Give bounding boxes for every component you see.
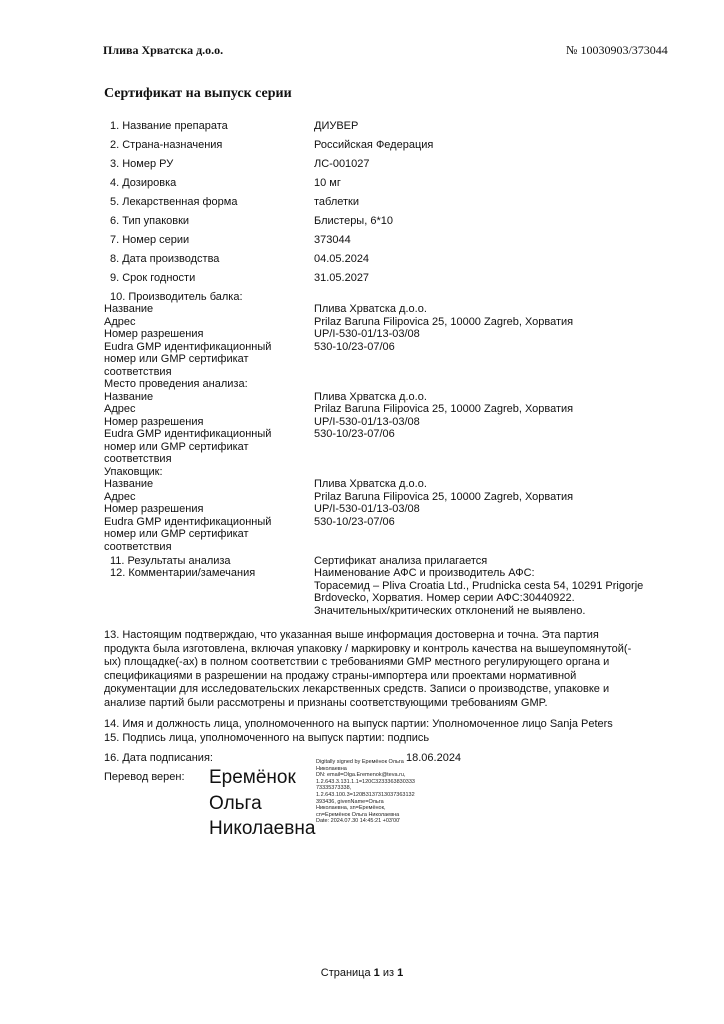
item-value: таблетки	[314, 196, 360, 208]
signing-date-label: 16. Дата подписания:	[104, 752, 213, 764]
item-value: Блистеры, 6*10	[314, 215, 393, 227]
field-value: Плива Хрватска д.о.о.	[314, 478, 427, 490]
digital-signature-line: Николаевна, sn=Ерем​ёнок,	[316, 805, 386, 812]
field-value: UP/I-530-01/13-03/08	[314, 416, 420, 428]
field-value: UP/I-530-01/13-03/08	[314, 328, 420, 340]
field-label: Eudra GMP идентификационный	[104, 516, 272, 528]
analysis-site-heading: Место проведения анализа:	[104, 378, 248, 390]
digital-signature-line: Николаевна	[316, 765, 347, 772]
field-value: Плива Хрватска д.о.о.	[314, 391, 427, 403]
translation-label: Перевод верен:	[104, 771, 185, 783]
field-label: Номер разрешения	[104, 503, 204, 515]
item-label: 3. Номер РУ	[110, 158, 174, 170]
digital-signature-block	[316, 759, 415, 825]
packager-heading: Упаковщик:	[104, 466, 163, 478]
comments-line: Значительных/критических отклонений не выявлено.	[314, 605, 586, 617]
item-label: 4. Дозировка	[110, 177, 177, 189]
field-value: 530-10/23-07/06	[314, 516, 395, 528]
results-label: 11. Результаты анализа	[110, 555, 231, 567]
item-value: Российская Федерация	[314, 139, 434, 151]
signature-line: 15. Подпись лица, уполномоченного на выпуск партии: подпись	[104, 732, 430, 744]
field-label: номер или GMP сертификат	[104, 353, 249, 365]
footer-prefix: Страница	[320, 967, 374, 979]
item-value: 10 мг	[314, 177, 341, 189]
comments-line: Торасемид – Pliva Croatia Ltd., Prudnicka cesta 54, 10291 Prigorje	[314, 580, 644, 592]
digital-signature-line: DN: email=Olga.Eremenok@teva.ru,	[316, 772, 406, 779]
current-page: 1	[373, 967, 380, 979]
digital-signature-line: 1.2.643.100.3=120B3137313037363132	[316, 791, 415, 798]
field-value: Prilaz Baruna Filipovica 25, 10000 Zagreb, Хорватия	[314, 403, 574, 415]
item-label: 9. Срок годности	[110, 272, 196, 284]
field-value: UP/I-530-01/13-03/08	[314, 503, 420, 515]
field-label: соответствия	[104, 453, 172, 465]
item-value: 31.05.2027	[314, 272, 370, 284]
signer-first-name: Ольга	[209, 793, 262, 814]
signer-patronymic: Николаевна	[209, 818, 316, 839]
digital-signature-line: 393436, givenName=Ольга	[316, 798, 384, 805]
digital-signature-line: Date: 2024.07.30 14:45:21 +03'00'	[316, 818, 401, 825]
item-label: 8. Дата производства	[110, 253, 220, 265]
field-label: соответствия	[104, 541, 172, 553]
item-value: ДИУВЕР	[314, 120, 359, 132]
statement-paragraph: 13. Настоящим подтверждаю, что указанная выше информация достоверна и точна. Эта партия продукта была изготовлена, включая упаковку / маркировку и контроль качества на вышеупомянутой(-ых) площадке(-ах) в полном соответствии с требованиями GMP местного регулирующего органа и спецификациями в разрешении на продажу страны-импортера или проектами нормативной документации для исследовательских лекарственных средств. Записи о производстве, упаковке и анализе партий были рассмотрены и признаны соответствующими требованиям GMP.	[104, 629, 632, 709]
field-value: Prilaz Baruna Filipovica 25, 10000 Zagreb, Хорватия	[314, 316, 574, 328]
footer-middle: из	[379, 967, 398, 979]
comments-line: Наименование АФС и производитель АФС:	[314, 567, 535, 579]
field-label: Название	[104, 478, 154, 490]
comments-label: 12. Комментарии/замечания	[110, 567, 256, 579]
field-value: Prilaz Baruna Filipovica 25, 10000 Zagreb, Хорватия	[314, 491, 574, 503]
digital-signature-line: 73335373338,	[316, 785, 352, 792]
digital-signature-line: cn=Ерем​ёнок Ольга Николаевна	[316, 811, 400, 818]
manufacturer-heading: 10. Производитель балка:	[110, 291, 243, 303]
field-label: Eudra GMP идентификационный	[104, 428, 272, 440]
company-name: Плива Хрватска д.о.о.	[103, 43, 224, 57]
field-value: 530-10/23-07/06	[314, 428, 395, 440]
signer-surname: Ерем​ёнок	[209, 767, 296, 788]
field-label: Название	[104, 303, 154, 315]
field-label: Адрес	[104, 403, 136, 415]
field-label: Название	[104, 391, 154, 403]
signing-date-value: 18.06.2024	[406, 752, 462, 764]
item-label: 7. Номер серии	[110, 234, 190, 246]
item-value: ЛС-001027	[314, 158, 370, 170]
item-value: 373044	[314, 234, 351, 246]
field-label: Номер разрешения	[104, 416, 204, 428]
authorized-person: 14. Имя и должность лица, уполномоченного на выпуск партии: Уполномоченное лицо Sanja Peters	[104, 718, 613, 730]
field-label: Адрес	[104, 491, 136, 503]
item-value: 04.05.2024	[314, 253, 370, 265]
item-label: 2. Страна-назначения	[110, 139, 223, 151]
field-label: номер или GMP сертификат	[104, 441, 249, 453]
field-label: Eudra GMP идентификационный	[104, 341, 272, 353]
page-title: Сертификат на выпуск серии	[104, 86, 292, 101]
field-value: Плива Хрватска д.о.о.	[314, 303, 427, 315]
page-footer	[0, 967, 724, 979]
digital-signature-line: Digitally signed by Ерем​ёнок Ольга	[316, 759, 404, 765]
field-label: Номер разрешения	[104, 328, 204, 340]
comments-line: Brdovecko, Хорватия. Номер серии АФС:30440922.	[314, 592, 575, 604]
item-label: 1. Название препарата	[110, 120, 228, 132]
field-value: 530-10/23-07/06	[314, 341, 395, 353]
item-label: 5. Лекарственная форма	[110, 196, 238, 208]
item-label: 6. Тип упаковки	[110, 215, 190, 227]
results-value: Сертификат анализа прилагается	[314, 555, 488, 567]
field-label: соответствия	[104, 366, 172, 378]
document-number: № 10030903/373044	[566, 43, 668, 57]
field-label: номер или GMP сертификат	[104, 528, 249, 540]
total-pages: 1	[397, 967, 404, 979]
digital-signature-line: 1.2.643.3.131.1.1=120C3233363830333	[316, 778, 415, 785]
field-label: Адрес	[104, 316, 136, 328]
